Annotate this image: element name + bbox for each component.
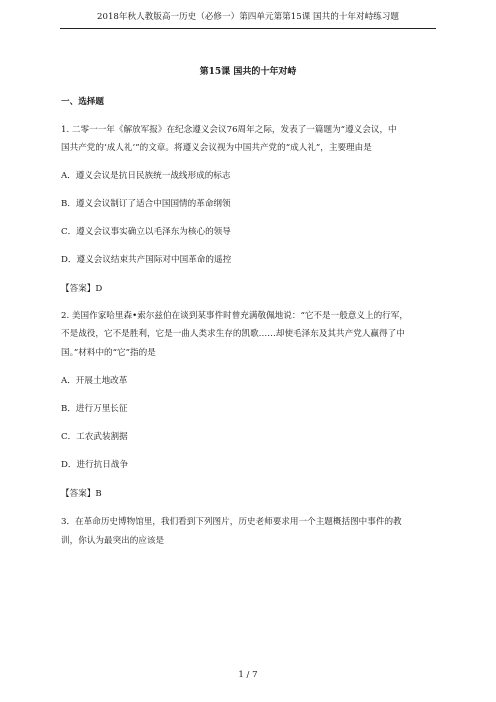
q1-stem-line-1: 1. 二零一一年《解放军报》在纪念遵义会议76周年之际，发表了一篇题为“遵义会议，中 xyxy=(61,125,397,135)
q2-answer: 【答案】B xyxy=(61,489,102,499)
q1-option-d: D．遵义会议结束共产国际对中国革命的遥控 xyxy=(61,255,232,265)
q3-stem-line-1: 3．在革命历史博物馆里，我们看到下列图片，历史老师要求用一个主题概括图中事件的教 xyxy=(61,517,402,527)
q2-option-c: C．工农武装割据 xyxy=(61,432,128,442)
page-number: 1 / 7 xyxy=(238,670,258,680)
q2-option-d: D．进行抗日战争 xyxy=(61,460,129,470)
q1-option-c: C．遵义会议事实确立以毛泽东为核心的领导 xyxy=(61,227,231,237)
q1-stem-line-2: 国共产党的‘成人礼’”的文章。将遵义会议视为中国共产党的“成人礼”，主要理由是 xyxy=(61,143,372,153)
q2-option-a: A．开展土地改革 xyxy=(61,376,128,386)
q2-stem-line-1: 2. 美国作家哈里森•索尔兹伯在谈到某事件时曾充满敬佩地说：“它不是一般意义上的行军， xyxy=(61,311,408,321)
section-heading: 一、选择题 xyxy=(61,97,104,107)
lesson-title: 第15课 国共的十年对峙 xyxy=(199,67,297,77)
q1-option-b: B．遵义会议制订了适合中国国情的革命纲领 xyxy=(61,199,231,209)
q3-stem-line-2: 训，你认为最突出的应该是 xyxy=(61,536,165,546)
page-header: 2018年秋人教版高一历史（必修一）第四单元第第15课 国共的十年对峙练习题 xyxy=(60,10,436,29)
q2-option-b: B．进行万里长征 xyxy=(61,404,128,414)
q2-stem-line-3: 国。”材料中的“它”指的是 xyxy=(61,348,156,358)
q1-answer: 【答案】D xyxy=(61,284,103,294)
q2-stem-line-2: 不是战役，它不是胜利，它是一曲人类求生存的凯歌……却使毛泽东及其共产党人赢得了中 xyxy=(61,329,405,339)
q1-option-a: A．遵义会议是抗日民族统一战线形成的标志 xyxy=(61,171,231,181)
